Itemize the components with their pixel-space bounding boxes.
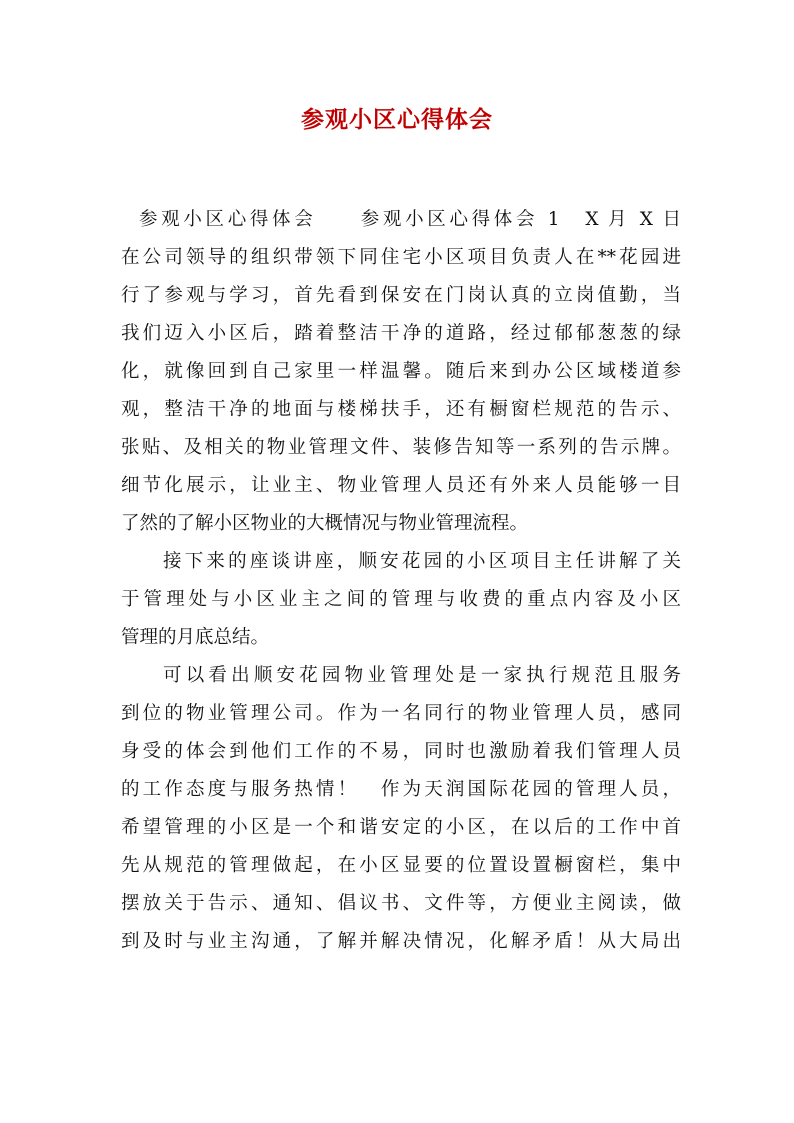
text-line: 的工作态度与服务热情！ 作为天润国际花园的管理人员， bbox=[121, 779, 681, 800]
text-line: 细节化展示，让业主、物业管理人员还有外来人员能够一目 bbox=[121, 475, 681, 496]
text-line: 可以看出顺安花园物业管理处是一家执行规范且服务 bbox=[163, 665, 681, 686]
text-line: 身受的体会到他们工作的不易，同时也激励着我们管理人员 bbox=[121, 741, 681, 762]
text-line: 摆放关于告示、通知、倡议书、文件等，方便业主阅读，做 bbox=[121, 893, 681, 914]
text-line: 张贴、及相关的物业管理文件、装修告知等一系列的告示牌。 bbox=[121, 437, 681, 458]
document-body bbox=[121, 201, 681, 961]
text-line: 化，就像回到自己家里一样温馨。随后来到办公区域楼道参 bbox=[121, 361, 681, 382]
text-line: 管理的月底总结。 bbox=[121, 627, 270, 648]
text-line: 观，整洁干净的地面与楼梯扶手，还有橱窗栏规范的告示、 bbox=[121, 399, 681, 420]
document-title: 参观小区心得体会 bbox=[301, 106, 493, 133]
text-line: 到位的物业管理公司。作为一名同行的物业管理人员，感同 bbox=[121, 703, 681, 724]
text-line: 行了参观与学习，首先看到保安在门岗认真的立岗值勤，当 bbox=[121, 285, 681, 306]
text-line: 希望管理的小区是一个和谐安定的小区，在以后的工作中首 bbox=[121, 817, 681, 838]
text-line: 于管理处与小区业主之间的管理与收费的重点内容及小区 bbox=[121, 589, 681, 610]
text-line: 我们迈入小区后，踏着整洁干净的道路，经过郁郁葱葱的绿 bbox=[121, 323, 681, 344]
text-line: 先从规范的管理做起，在小区显要的位置设置橱窗栏，集中 bbox=[121, 855, 681, 876]
text-line: 了然的了解小区物业的大概情况与物业管理流程。 bbox=[121, 513, 529, 534]
text-line: 在公司领导的组织带领下同住宅小区项目负责人在**花园进 bbox=[121, 247, 681, 268]
text-line: 接下来的座谈讲座，顺安花园的小区项目主任讲解了关 bbox=[163, 551, 681, 572]
text-line: 到及时与业主沟通，了解并解决情况，化解矛盾！从大局出 bbox=[121, 931, 681, 952]
text-line: 参观小区心得体会 参观小区心得体会 1 X 月 X 日 bbox=[139, 209, 681, 230]
